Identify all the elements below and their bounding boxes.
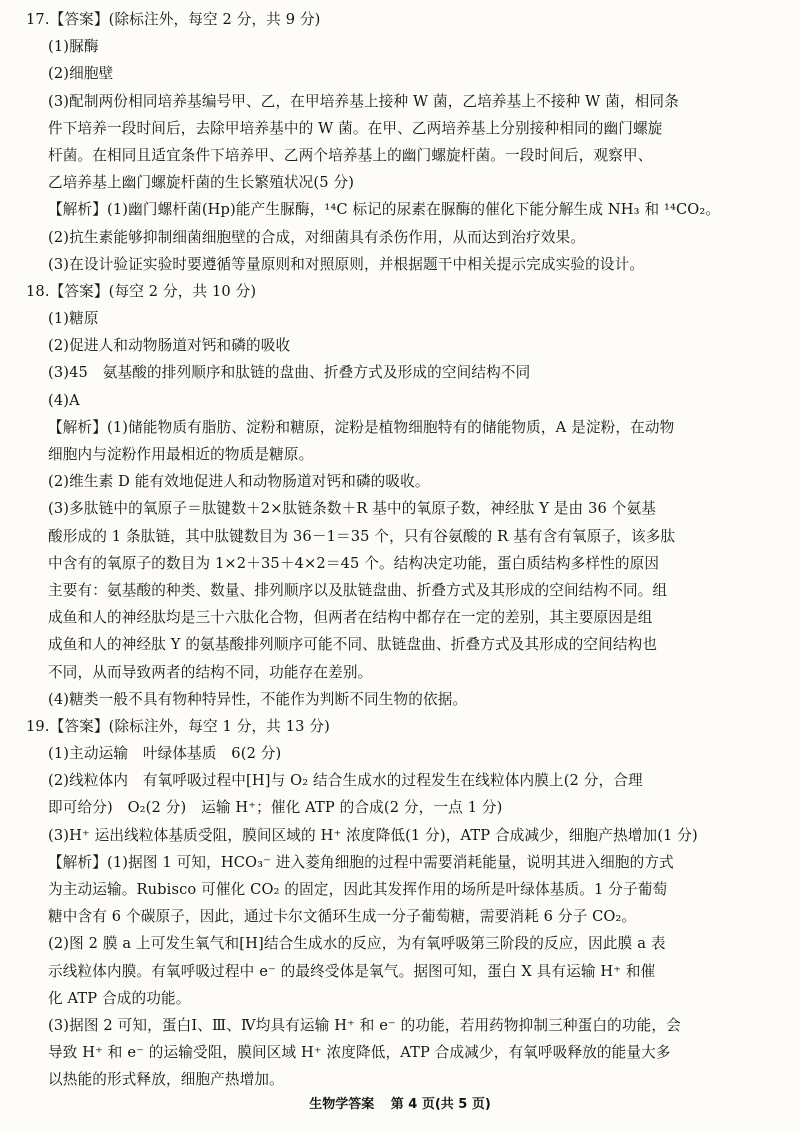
- text-line-q17-e3: (3)在设计验证实验时要遵循等量原则和对照原则，并根据题干中相关提示完成实验的设计。: [48, 255, 645, 273]
- page-footer: [0, 1093, 800, 1112]
- text-line-q17-a3-3: 杆菌。在相同且适宜条件下培养甲、乙两个培养基上的幽门螺旋杆菌。一段时间后，观察甲、: [48, 146, 653, 164]
- text-line-q18-a1: (1)糖原: [48, 310, 99, 328]
- text-line-q19-a2-2: 即可给分) O₂(2 分) 运输 H⁺；催化 ATP 的合成(2 分，一点 1 分): [48, 799, 503, 817]
- text-line-q19-e3-1: (3)据图 2 可知，蛋白Ⅰ、Ⅲ、Ⅳ均具有运输 H⁺ 和 e⁻ 的功能，若用药物抑制三种蛋白的功能，会: [48, 1016, 681, 1034]
- footer-subject: 生物学答案: [309, 1097, 375, 1112]
- text-line-q19-e1-1: 【解析】(1)据图 1 可知，HCO₃⁻ 进入菱角细胞的过程中需要消耗能量，说明其进入细胞的方式: [48, 853, 674, 871]
- text-line-q17-e2: (2)抗生素能够抑制细菌细胞壁的合成，对细菌具有杀伤作用，从而达到治疗效果。: [48, 228, 586, 246]
- text-line-q18-e3-3: 中含有的氧原子的数目为 1×2＋35＋4×2＝45 个。结构决定功能，蛋白质结构多样性的原因: [48, 554, 660, 572]
- text-line-q19-e3-3: 以热能的形式释放，细胞产热增加。: [48, 1071, 284, 1089]
- text-line-q19-e1-2: 为主动运输。Rubisco 可催化 CO₂ 的固定，因此其发挥作用的场所是叶绿体基质。1 分子葡萄: [48, 881, 668, 898]
- answer-content: [26, 6, 778, 1094]
- text-line-q18-e1-1: 【解析】(1)储能物质有脂肪、淀粉和糖原，淀粉是植物细胞特有的储能物质，A 是淀粉，在动物: [48, 418, 675, 436]
- text-line-q18-a4: (4)A: [48, 391, 80, 409]
- text-line-q17-a3-4: 乙培养基上幽门螺旋杆菌的生长繁殖状况(5 分): [48, 174, 355, 192]
- text-line-q19-e2-3: 化 ATP 合成的功能。: [48, 989, 191, 1007]
- text-line-q17-a3-2: 件下培养一段时间后，去除甲培养基中的 W 菌。在甲、乙两培养基上分别接种相同的幽门螺旋: [48, 119, 663, 137]
- text-line-q19-e3-2: 导致 H⁺ 和 e⁻ 的运输受阻，膜间区域 H⁺ 浓度降低，ATP 合成减少，有氧呼吸释放的能量大多: [48, 1044, 671, 1062]
- text-line-q18-e2: (2)维生素 D 能有效地促进人和动物肠道对钙和磷的吸收。: [48, 473, 430, 491]
- text-line-q18-e4: (4)糖类一般不具有物种特异性，不能作为判断不同生物的依据。: [48, 690, 468, 708]
- text-line-q19-a2-1: (2)线粒体内 有氧呼吸过程中[H]与 O₂ 结合生成水的过程发生在线粒体内膜上(2 分，合理: [48, 772, 643, 790]
- text-line-q19-a1: (1)主动运输 叶绿体基质 6(2 分): [48, 745, 282, 763]
- text-line-q18-e3-2: 酸形成的 1 条肽链，其中肽键数目为 36－1＝35 个，只有谷氨酸的 R 基有含有氧原子，该多肽: [48, 527, 676, 545]
- text-line-q19-a3: (3)H⁺ 运出线粒体基质受阻，膜间区域的 H⁺ 浓度降低(1 分)，ATP 合成减少，细胞产热增加(1 分): [48, 826, 698, 844]
- text-line-q19-e1-3: 糖中含有 6 个碳原子，因此，通过卡尔文循环生成一分子葡萄糖，需要消耗 6 分子 CO₂。: [48, 908, 637, 926]
- text-line-q19-e2-1: (2)图 2 膜 a 上可发生氧气和[H]结合生成水的反应，为有氧呼吸第三阶段的反应，因此膜 a 表: [48, 935, 666, 953]
- text-line-q17-a2: (2)细胞壁: [48, 65, 114, 83]
- text-line-q18-e3-4: 主要有：氨基酸的种类、数量、排列顺序以及肽链盘曲、折叠方式及其形成的空间结构不同。组: [48, 581, 668, 599]
- text-line-q18-e3-1: (3)多肽链中的氧原子＝肽键数＋2×肽链条数＋R 基中的氧原子数，神经肽 Y 是由 36 个氨基: [48, 500, 656, 518]
- text-line-q19-head: 19.【答案】(除标注外，每空 1 分，共 13 分): [26, 717, 330, 735]
- text-line-q17-a3-1: (3)配制两份相同培养基编号甲、乙，在甲培养基上接种 W 菌，乙培养基上不接种 W 菌，相同条: [48, 92, 679, 110]
- text-line-q17-head: 17.【答案】(除标注外，每空 2 分，共 9 分): [26, 11, 321, 28]
- text-line-q18-e3-6: 成鱼和人的神经肽 Y 的氨基酸排列顺序可能不同、肽链盘曲、折叠方式及其形成的空间结构也: [48, 636, 658, 654]
- footer-page-number: 第 4 页(共 5 页): [390, 1097, 491, 1112]
- text-line-q18-head: 18.【答案】(每空 2 分，共 10 分): [26, 282, 257, 300]
- text-line-q19-e2-2: 示线粒体内膜。有氧呼吸过程中 e⁻ 的最终受体是氧气。据图可知，蛋白 X 具有运输 H⁺ 和催: [48, 962, 656, 980]
- text-line-q18-a3: (3)45 氨基酸的排列顺序和肽链的盘曲、折叠方式及形成的空间结构不同: [48, 364, 531, 382]
- text-line-q17-a1: (1)脲酶: [48, 38, 99, 56]
- text-line-q18-e3-5: 成鱼和人的神经肽均是三十六肽化合物，但两者在结构中都存在一定的差别，其主要原因是组: [48, 609, 653, 627]
- text-line-q18-e1-2: 细胞内与淀粉作用最相近的物质是糖原。: [48, 446, 314, 463]
- text-line-q17-e1: 【解析】(1)幽门螺杆菌(Hp)能产生脲酶，¹⁴C 标记的尿素在脲酶的催化下能分解生成 NH₃ 和 ¹⁴CO₂。: [48, 201, 721, 219]
- text-line-q18-a2: (2)促进人和动物肠道对钙和磷的吸收: [48, 337, 291, 355]
- text-line-q18-e3-7: 不同，从而导致两者的结构不同，功能存在差别。: [48, 663, 373, 681]
